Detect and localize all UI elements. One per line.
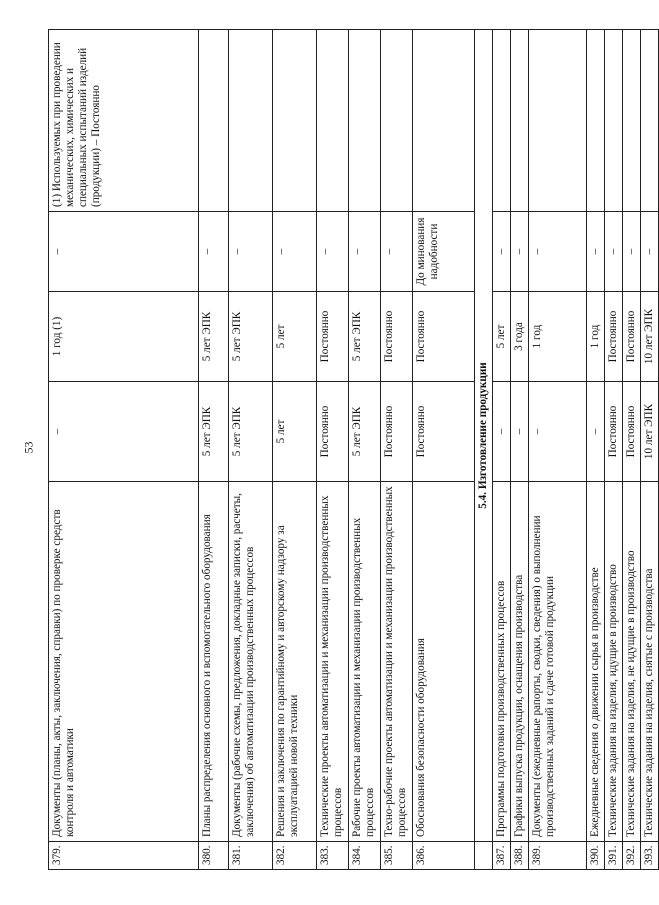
document-page <box>48 30 655 870</box>
retention-org: Постоянно <box>317 382 349 482</box>
row-number: 387. <box>492 842 510 870</box>
retention-other: 10 лет ЭПК <box>640 292 658 382</box>
retention-other: Постоянно <box>381 292 413 382</box>
retention-other: 5 лет <box>492 292 510 382</box>
table-row <box>381 30 413 870</box>
retention-org: – <box>49 382 199 482</box>
retention-other: 3 года <box>510 292 528 382</box>
section-row <box>475 30 493 870</box>
section-header-group <box>475 30 493 870</box>
retention-org: 5 лет <box>273 382 317 482</box>
table-row <box>317 30 349 870</box>
retention-note: – <box>528 212 586 292</box>
remark <box>528 30 586 212</box>
retention-org: – <box>492 382 510 482</box>
document-type: Программы подготовки производственных процессов <box>492 482 510 842</box>
document-type: Документы (рабочие схемы, предложения, докладные записки, расчеты, заключения) об автоматизации производственных процессов <box>229 482 273 842</box>
retention-other: 5 лет ЭПК <box>199 292 229 382</box>
retention-other: Постоянно <box>604 292 622 382</box>
retention-note: – <box>317 212 349 292</box>
retention-note: – <box>381 212 413 292</box>
remark <box>381 30 413 212</box>
row-number: 389. <box>528 842 586 870</box>
row-number: 382. <box>273 842 317 870</box>
row-number: 392. <box>622 842 640 870</box>
retention-note: – <box>229 212 273 292</box>
registry-table <box>48 29 659 870</box>
document-type: Ежедневные сведения о движении сырья в производстве <box>586 482 604 842</box>
retention-note: – <box>640 212 658 292</box>
retention-other: 5 лет ЭПК <box>349 292 381 382</box>
document-type: Рабочие проекты автоматизации и механизации производственных процессов <box>349 482 381 842</box>
retention-org: 5 лет ЭПК <box>199 382 229 482</box>
retention-note: – <box>199 212 229 292</box>
table-body-top <box>49 30 475 870</box>
retention-other: Постоянно <box>413 292 475 382</box>
retention-note: – <box>586 212 604 292</box>
table-row <box>49 30 199 870</box>
row-number: 381. <box>229 842 273 870</box>
table-row <box>604 30 622 870</box>
page-number: 53 <box>21 441 36 454</box>
table-row <box>273 30 317 870</box>
remark <box>492 30 510 212</box>
retention-other: 1 год (1) <box>49 292 199 382</box>
retention-org: – <box>510 382 528 482</box>
row-number: 386. <box>413 842 475 870</box>
retention-note: – <box>49 212 199 292</box>
document-type: Документы (планы, акты, заключения, справки) по проверке средств контроля и автоматики <box>49 482 199 842</box>
table-row <box>413 30 475 870</box>
retention-note: – <box>622 212 640 292</box>
retention-other: 5 лет ЭПК <box>229 292 273 382</box>
row-number: 388. <box>510 842 528 870</box>
retention-org: Постоянно <box>622 382 640 482</box>
section-title: 5.4. Изготовление продукции <box>475 30 493 842</box>
remark <box>229 30 273 212</box>
document-type: Графики выпуска продукции, оснащения производства <box>510 482 528 842</box>
retention-note: – <box>604 212 622 292</box>
document-type: Решения и заключения по гарантийному и авторскому надзору за эксплуатацией новой техники <box>273 482 317 842</box>
retention-other: Постоянно <box>317 292 349 382</box>
retention-org: – <box>586 382 604 482</box>
remark <box>586 30 604 212</box>
retention-other: 1 год <box>586 292 604 382</box>
remark <box>349 30 381 212</box>
table-row <box>510 30 528 870</box>
remark <box>317 30 349 212</box>
retention-org: 5 лет ЭПК <box>349 382 381 482</box>
remark <box>199 30 229 212</box>
remark <box>604 30 622 212</box>
row-number: 383. <box>317 842 349 870</box>
retention-note: – <box>273 212 317 292</box>
document-type: Технические задания на изделия, снятые с производства <box>640 482 658 842</box>
table-row <box>492 30 510 870</box>
retention-other: Постоянно <box>622 292 640 382</box>
table-row <box>640 30 658 870</box>
document-type: Документы (ежедневные рапорты, сводки, сведения) о выполнении производственных заданий и сдаче готовой продукции <box>528 482 586 842</box>
remark: (1) Используемых при проведении механических, химических и специальных испытаний изделий (продукции) – Постоянно <box>49 30 199 212</box>
remark <box>622 30 640 212</box>
table-row <box>229 30 273 870</box>
retention-note: – <box>492 212 510 292</box>
document-type: Технические задания на изделия, не идущие в производство <box>622 482 640 842</box>
remark <box>510 30 528 212</box>
row-number: 390. <box>586 842 604 870</box>
retention-org: Постоянно <box>413 382 475 482</box>
remark <box>640 30 658 212</box>
retention-org: 10 лет ЭПК <box>640 382 658 482</box>
row-number: 393. <box>640 842 658 870</box>
retention-other: 1 год <box>528 292 586 382</box>
retention-note: – <box>510 212 528 292</box>
document-type: Планы распределения основного и вспомогательного оборудования <box>199 482 229 842</box>
document-type: Технические задания на изделия, идущие в производство <box>604 482 622 842</box>
table-body-bottom <box>492 30 658 870</box>
document-type: Обоснования безопасности оборудования <box>413 482 475 842</box>
retention-other: 5 лет <box>273 292 317 382</box>
table-row <box>586 30 604 870</box>
row-number: 385. <box>381 842 413 870</box>
row-number: 379. <box>49 842 199 870</box>
document-type: Технические проекты автоматизации и механизации производственных процессов <box>317 482 349 842</box>
row-number: 391. <box>604 842 622 870</box>
row-number: 384. <box>349 842 381 870</box>
retention-note: – <box>349 212 381 292</box>
table-row <box>528 30 586 870</box>
retention-org: Постоянно <box>381 382 413 482</box>
table-row <box>199 30 229 870</box>
retention-org: Постоянно <box>604 382 622 482</box>
table-row <box>349 30 381 870</box>
retention-note: До минования надобности <box>413 212 475 292</box>
remark <box>273 30 317 212</box>
document-type: Техно-рабочие проекты автоматизации и механизации производственных процессов <box>381 482 413 842</box>
table-row <box>622 30 640 870</box>
retention-org: – <box>528 382 586 482</box>
retention-org: 5 лет ЭПК <box>229 382 273 482</box>
remark <box>413 30 475 212</box>
row-number: 380. <box>199 842 229 870</box>
